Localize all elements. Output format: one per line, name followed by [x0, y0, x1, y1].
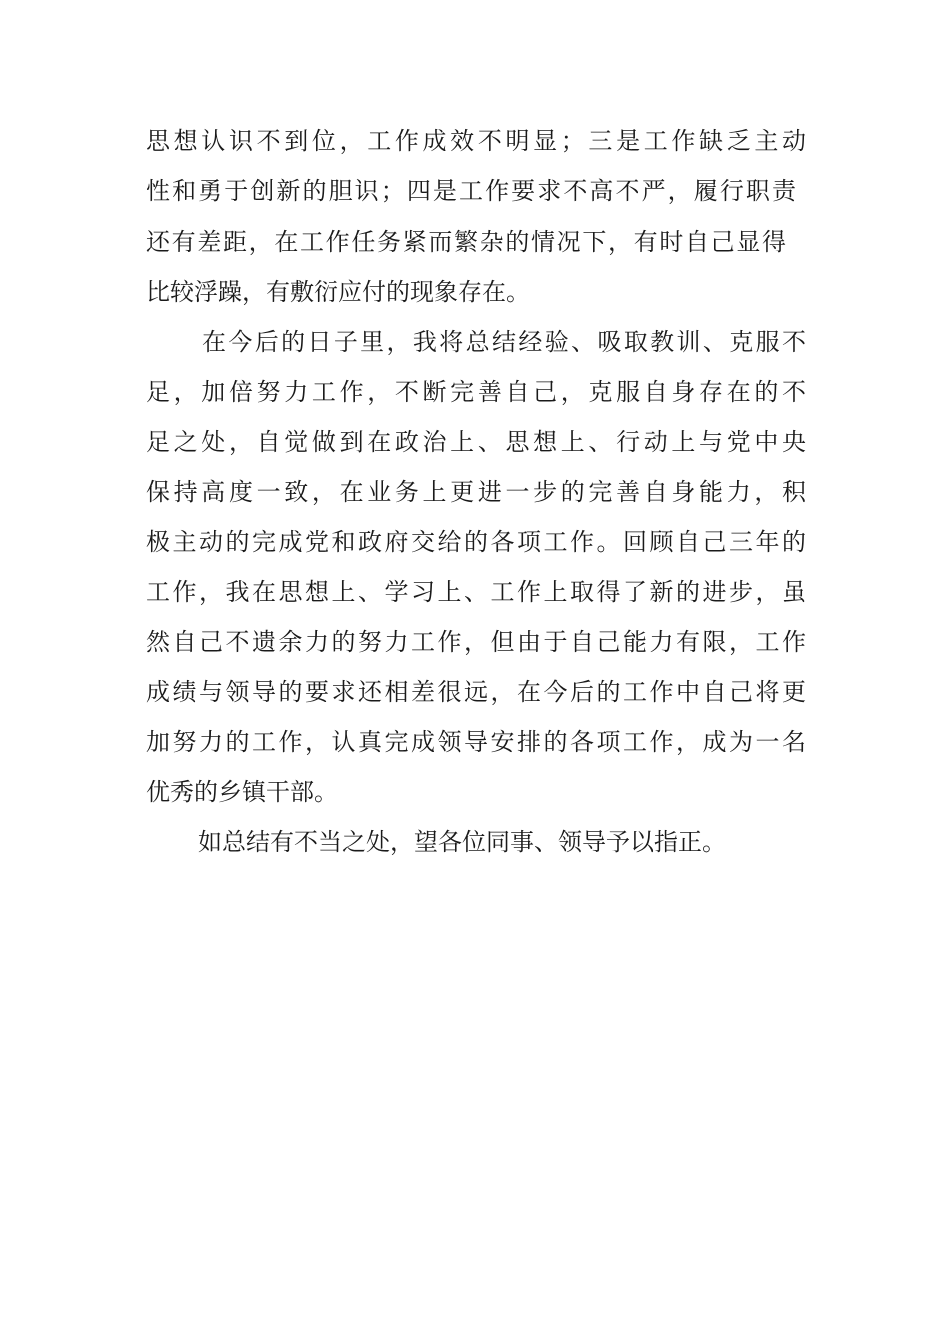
body-text-line: 加努力的工作，认真完成领导安排的各项工作，成为一名 — [146, 728, 806, 756]
body-text-line: 足，加倍努力工作，不断完善自己，克服自身存在的不 — [146, 378, 806, 406]
body-text-line: 还有差距，在工作任务紧而繁杂的情况下，有时自己显得 — [146, 228, 786, 256]
paragraph-first-line: 在今后的日子里，我将总结经验、吸取教训、克服不 — [202, 328, 806, 356]
body-text-line: 比较浮躁，有敷衍应付的现象存在。 — [146, 278, 530, 306]
body-text-line: 保持高度一致，在业务上更进一步的完善自身能力，积 — [146, 478, 806, 506]
body-text-line: 足之处，自觉做到在政治上、思想上、行动上与党中央 — [146, 428, 806, 456]
body-text-line: 然自己不遗余力的努力工作，但由于自己能力有限，工作 — [146, 628, 806, 656]
body-text-line: 成绩与领导的要求还相差很远，在今后的工作中自己将更 — [146, 678, 806, 706]
paragraph-first-line: 如总结有不当之处，望各位同事、领导予以指正。 — [198, 828, 726, 856]
body-text-line: 思想认识不到位，工作成效不明显；三是工作缺乏主动 — [146, 127, 806, 155]
body-text-line: 性和勇于创新的胆识；四是工作要求不高不严，履行职责 — [146, 177, 796, 205]
body-text-line: 工作，我在思想上、学习上、工作上取得了新的进步，虽 — [146, 578, 806, 606]
body-text-line: 极主动的完成党和政府交给的各项工作。回顾自己三年的 — [146, 528, 806, 556]
body-text-line: 优秀的乡镇干部。 — [146, 778, 338, 806]
